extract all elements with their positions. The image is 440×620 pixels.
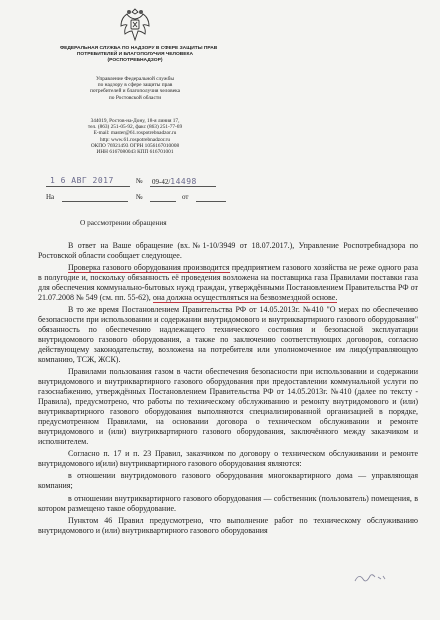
address: 344019, Ростов-на-Дону, 18-я линия 17,: [90, 118, 180, 124]
phone: тел. (863) 251-05-92, факс (863) 251-77-69: [87, 124, 183, 131]
paragraph-8: Пунктом 46 Правил предусмотрено, что выполнение работ по техническому обслуживанию внутридомового и (или) внутриквартирного газового оборудования: [38, 516, 418, 535]
handwritten-mark-icon: [352, 570, 388, 586]
paragraph-7: в отношении внутриквартирного газового оборудования — собственник (пользователь) помещения, в котором размещено такое оборудование.: [38, 493, 418, 513]
on-number-label: №: [136, 193, 143, 201]
on-label: На: [46, 193, 55, 201]
contact-block: [60, 118, 210, 155]
paragraph-2: [38, 263, 418, 303]
inn-kpp: ИНН 6167080043 КПП 616701001: [96, 149, 174, 156]
department-header: [60, 76, 210, 101]
okpo-ogrn: ОКПО 76921493 ОГРН 1056167010008: [90, 142, 180, 149]
agency-line-2: ПОТРЕБИТЕЛЕЙ И БЛАГОПОЛУЧИЯ ЧЕЛОВЕКА: [76, 52, 194, 58]
email: E-mail: master@61.rospotrebnadzor.ru: [93, 130, 177, 137]
agency-line-1: ФЕДЕРАЛЬНАЯ СЛУЖБА ПО НАДЗОРУ В СФЕРЕ ЗАЩИТЫ ПРАВ: [60, 46, 218, 51]
subject-line: О рассмотрении обращения: [80, 218, 167, 227]
website: http: www.61.rospotrebnadzor.ru: [100, 136, 170, 143]
number-label: №: [136, 177, 143, 185]
number-handwritten: 14498: [170, 177, 197, 186]
outgoing-number: [152, 177, 197, 186]
on-number-line: [150, 201, 176, 202]
date-line: [46, 186, 130, 187]
letter-body: [38, 241, 418, 538]
paragraph-4: Правилами пользования газом в части обеспечения безопасности при использовании и содержании внутридомового и внутриквартирного газового оборудования при предоставлении коммунальной услуги по газоснабжению, утверждённых Постановлением Правительства РФ от 14.05.2013г. №410 (далее по тексту - Правила), предусмотрено, что работы по техническому обслуживанию и ремонту внутридомового и (или) внутриквартирного газового оборудования выполняются специализированной организацией в порядке, предусмотренном Правилами, на основании договора о техническом обслуживании и ремонте внутридомового и (или) внутриквартирного газового оборудования, заключённого между заказчиком и исполнителем.: [38, 367, 418, 446]
on-from-label: от: [182, 193, 189, 201]
agency-abbr: (РОСПОТРЕБНАДЗОР): [107, 58, 163, 64]
paragraph-1: В ответ на Ваше обращение (вх.№1-10/3949 от 18.07.2017.), Управление Роспотребнадзора по Ростовской области сообщает следующее.: [38, 241, 418, 260]
paragraph-5: Согласно п. 17 и п. 23 Правил, заказчиком по договору о техническом обслуживании и ремонте внутридомового и(или) внутриквартирного газового оборудования являются:: [38, 449, 418, 469]
coat-of-arms-emblem-icon: [118, 6, 152, 44]
department-line-3: потребителей и благополучия человека: [89, 88, 181, 95]
department-line-1: Управление Федеральной службы: [96, 76, 174, 82]
on-line: [62, 201, 128, 202]
paragraph-2-text: предприятием газового хозяйства не реже одного раза в полугодие и, поскольку обязанность её проведения возложена на поставщика газа Правилами поставки газа для обеспечения коммунально-бытовых нужд граждан, утверждёнными Постановлением Правительства РФ от 21.07.2008 № 549 (см. пп. 55-62),: [38, 263, 418, 303]
on-from-line: [196, 201, 226, 202]
number-value: 09-42/: [152, 178, 171, 186]
agency-header: [60, 46, 218, 65]
highlight-inspection: Проверка газового оборудования производится: [68, 263, 230, 273]
outgoing-date: 1 6 АВГ 2017: [50, 176, 114, 185]
paragraph-6: в отношении внутридомового газового оборудования многоквартирного дома — управляющая компания;: [38, 471, 418, 491]
number-line: [150, 186, 216, 187]
paragraph-3: В то же время Постановлением Правительства РФ от 14.05.2013г. №410 "О мерах по обеспечению безопасности при использовании и содержании внутридомового и внутриквартирного газового оборудования" обязанность по обеспечению надлежащего технического состояния и безопасной эксплуатации внутридомового газового оборудования, а также по заключению соответствующих договоров, согласно действующему законодательству, возложена на потребителя или уполномоченное им лицо(управляющую компанию, ТСЖ, ЖСК).: [38, 305, 418, 364]
department-line-2: по надзору в сфере защиты прав: [97, 82, 173, 89]
department-line-4: по Ростовской области: [108, 94, 162, 101]
highlight-free-of-charge: она должна осуществляться на безвозмездной основе.: [152, 293, 338, 303]
